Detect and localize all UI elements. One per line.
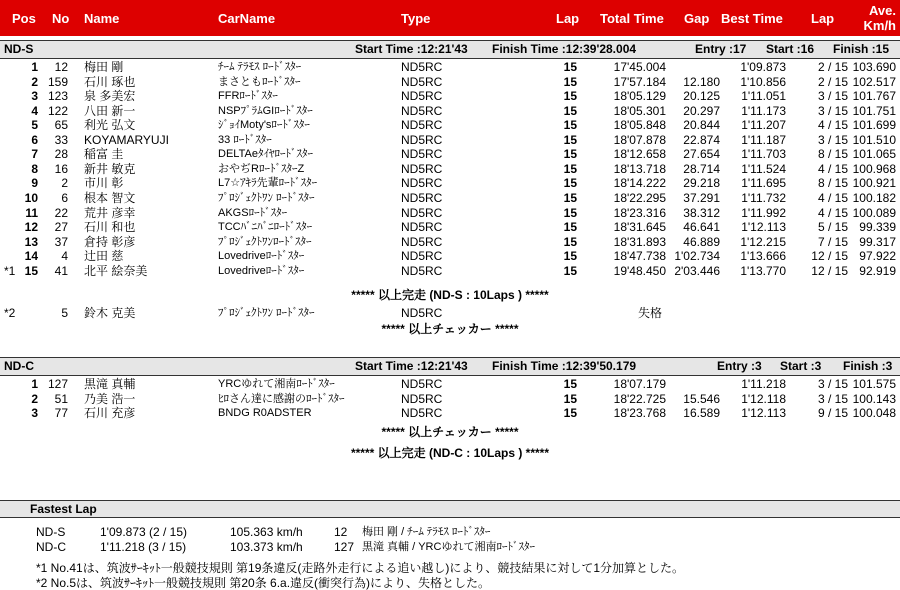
average-speed: 100.048: [852, 406, 896, 421]
lap-count: 15: [563, 205, 577, 220]
car-type: ND5RC: [401, 132, 443, 147]
position: 3: [31, 89, 38, 104]
car-type: ND5RC: [401, 205, 443, 220]
best-lap: 4 / 15: [817, 161, 848, 176]
car-type: ND5RC: [401, 60, 443, 74]
best-lap: 12 / 15: [811, 263, 848, 278]
total-time: 18'05.848: [613, 118, 666, 133]
driver-name: 根本 智文: [84, 190, 136, 205]
result-row: [0, 104, 900, 118]
car-name: YRCゆれて湘南ﾛｰﾄﾞｽﾀｰ: [218, 378, 335, 390]
car-number: 127: [47, 377, 68, 391]
average-speed: 100.182: [852, 190, 896, 205]
fastest-car-number: 12: [334, 525, 348, 539]
driver-name: 北平 絵奈美: [84, 263, 148, 278]
nds-start-count: Start :16: [766, 42, 815, 56]
gap: 29.218: [683, 176, 720, 191]
car-number: 159: [47, 74, 68, 89]
best-time: 1'11.703: [741, 147, 786, 162]
nds-start-time: Start Time :12:21'43: [355, 42, 468, 56]
average-speed: 100.921: [852, 176, 896, 191]
gap: 46.641: [683, 220, 720, 235]
position: 2: [31, 391, 38, 406]
best-time: 1'11.187: [741, 132, 786, 147]
ndc-complete-line: ***** 以上完走 (ND-C : 10Laps ) *****: [350, 446, 550, 460]
car-number: 123: [47, 89, 68, 104]
car-type: ND5RC: [401, 263, 443, 278]
best-time: 1'11.051: [741, 89, 786, 104]
best-time: 1'09.873: [740, 60, 786, 74]
best-lap: 7 / 15: [817, 234, 848, 249]
result-row: [0, 147, 900, 161]
nds-complete-line: ***** 以上完走 (ND-S : 10Laps ) *****: [351, 288, 549, 302]
car-type: ND5RC: [401, 220, 443, 235]
car-type: ND5RC: [401, 176, 443, 191]
car-number: 65: [54, 118, 68, 133]
driver-name: KOYAMARYUJI: [84, 132, 169, 147]
average-speed: 92.919: [859, 263, 896, 278]
car-name: まさともﾛｰﾄﾞｽﾀｰ: [218, 75, 301, 88]
result-row: [0, 118, 900, 132]
car-name: ﾁｰﾑ ﾃﾗﾓｽ ﾛｰﾄﾞｽﾀｰ: [218, 61, 302, 73]
result-row: [0, 264, 900, 278]
nds-dsq-row: [0, 306, 900, 320]
car-name: FFRﾛｰﾄﾞｽﾀｰ: [218, 90, 278, 103]
fastest-lap-header: [0, 500, 900, 518]
driver-name: 乃美 浩一: [84, 391, 136, 406]
car-type: ND5RC: [401, 406, 443, 421]
average-speed: 101.065: [852, 147, 896, 162]
result-row: [0, 162, 900, 176]
best-lap: 3 / 15: [817, 103, 848, 118]
car-name: Lovedriveﾛｰﾄﾞｽﾀｰ: [218, 250, 305, 263]
col-best-time: Best Time: [721, 11, 783, 26]
dsq-status: 失格: [638, 306, 663, 320]
position: 14: [24, 249, 38, 264]
lap-count: 15: [563, 74, 577, 89]
car-type: ND5RC: [401, 118, 443, 133]
car-name: AKGSﾛｰﾄﾞｽﾀｰ: [218, 206, 288, 219]
lap-count: 15: [563, 89, 577, 104]
total-time: 17'45.004: [613, 60, 666, 74]
best-time: 1'13.770: [740, 263, 786, 278]
gap: 28.714: [683, 161, 720, 176]
fastest-time: 1'09.873 (2 / 15): [100, 525, 188, 539]
position: 15: [24, 263, 38, 278]
result-row: [0, 249, 900, 263]
best-time: 1'11.732: [741, 190, 786, 205]
car-number: 33: [54, 132, 68, 147]
driver-name: 八田 新一: [84, 103, 136, 118]
car-number: 6: [61, 190, 68, 205]
best-lap: 8 / 15: [817, 147, 848, 162]
driver-name: 梅田 剛: [84, 60, 124, 74]
result-row: [0, 220, 900, 234]
lap-count: 15: [563, 176, 577, 191]
result-row: [0, 60, 900, 74]
total-time: 18'31.645: [613, 220, 666, 235]
total-time: 18'22.725: [613, 391, 666, 406]
total-time: 18'47.738: [613, 249, 666, 264]
average-speed: 97.922: [859, 249, 896, 264]
average-speed: 101.510: [852, 132, 896, 147]
best-lap: 4 / 15: [817, 190, 848, 205]
ndc-start-time: Start Time :12:21'43: [355, 359, 468, 373]
col-pos: Pos: [12, 11, 36, 26]
column-header-bar: [0, 0, 900, 36]
car-name: BNDG R0ADSTER: [218, 407, 312, 420]
position: 8: [31, 161, 38, 176]
lap-count: 15: [563, 147, 577, 162]
average-speed: 99.339: [859, 220, 896, 235]
lap-count: 15: [563, 234, 577, 249]
fastest-lap-title: Fastest Lap: [30, 502, 97, 516]
col-gap: Gap: [684, 11, 710, 26]
nds-entry: Entry :17: [695, 42, 747, 56]
car-name: おやぢRﾛｰﾄﾞｽﾀｰZ: [218, 162, 305, 175]
total-time: 17'57.184: [613, 74, 666, 89]
fastest-time: 1'11.218 (3 / 15): [100, 540, 187, 554]
total-time: 18'31.893: [613, 234, 666, 249]
total-time: 18'23.768: [613, 406, 666, 421]
position: 2: [31, 74, 38, 89]
gap: 27.654: [683, 147, 720, 162]
gap: 46.889: [683, 234, 720, 249]
gap: 22.874: [683, 132, 720, 147]
col-lap: Lap: [556, 11, 580, 26]
position: 11: [25, 205, 38, 220]
fastest-lap-row: [0, 525, 900, 539]
car-name: TCCﾊﾞﾆﾊﾞﾆﾛｰﾄﾞｽﾀｰ: [218, 221, 313, 234]
nds-finish-time: Finish Time :12:39'28.004: [492, 42, 637, 56]
best-lap: 3 / 15: [817, 89, 848, 104]
lap-count: 15: [563, 220, 577, 235]
best-time: 1'13.666: [740, 249, 786, 264]
ndc-start-count: Start :3: [780, 359, 822, 373]
car-type: ND5RC: [401, 249, 443, 264]
col-type: Type: [401, 11, 431, 26]
total-time: 18'05.129: [613, 89, 666, 104]
fastest-lap-row: [0, 540, 900, 554]
car-number: 5: [61, 306, 68, 320]
total-time: 18'05.301: [613, 103, 666, 118]
car-number: 12: [54, 60, 68, 74]
driver-name: 鈴木 克美: [84, 306, 136, 320]
average-speed: 101.767: [852, 89, 896, 104]
car-type: ND5RC: [401, 74, 443, 89]
best-time: 1'11.992: [741, 205, 786, 220]
nds-finish-count: Finish :15: [833, 42, 890, 56]
car-name: ﾌﾟﾛｼﾞｪｸﾄﾜﾝ ﾛｰﾄﾞｽﾀｰ: [218, 191, 315, 204]
fastest-car-number: 127: [334, 540, 355, 554]
result-row: [0, 89, 900, 103]
position: 9: [31, 176, 38, 191]
gap: 2'03.446: [674, 263, 720, 278]
average-speed: 101.699: [852, 118, 896, 133]
car-number: 2: [61, 176, 68, 191]
note-mark: *2: [4, 306, 16, 320]
best-lap: 2 / 15: [817, 60, 848, 74]
best-time: 1'12.113: [741, 220, 786, 235]
fastest-class: ND-S: [36, 525, 66, 539]
position: 13: [24, 234, 38, 249]
driver-name: 荒井 彦幸: [84, 205, 136, 220]
result-row: [0, 377, 900, 391]
col-ave-label: Ave.: [869, 3, 896, 18]
best-time: 1'11.218: [741, 377, 786, 391]
result-row: [0, 392, 900, 406]
lap-count: 15: [563, 406, 577, 421]
car-number: 51: [54, 391, 68, 406]
car-type: ND5RC: [401, 190, 443, 205]
gap: 12.180: [683, 74, 720, 89]
average-speed: 100.143: [852, 391, 896, 406]
best-time: 1'12.118: [741, 391, 786, 406]
best-time: 1'12.215: [740, 234, 786, 249]
driver-name: 倉持 彰彦: [84, 234, 136, 249]
car-number: 16: [54, 161, 68, 176]
fastest-class: ND-C: [36, 540, 66, 554]
position: 7: [31, 147, 38, 162]
col-no: No: [52, 11, 70, 26]
nds-section-header: [0, 40, 900, 59]
col-ave-unit: Km/h: [863, 18, 896, 33]
ndc-checker-line: ***** 以上チェッカー *****: [381, 425, 519, 439]
result-row: [0, 235, 900, 249]
car-type: ND5RC: [401, 391, 443, 406]
best-time: 1'11.524: [741, 161, 786, 176]
driver-name: 石川 琢也: [84, 74, 136, 89]
car-number: 28: [54, 147, 68, 162]
car-name: L7☆ｱｷﾗ先輩ﾛｰﾄﾞｽﾀｰ: [218, 177, 318, 190]
gap: 1'02.734: [674, 249, 720, 264]
best-lap: 3 / 15: [817, 391, 848, 406]
car-number: 22: [54, 205, 68, 220]
position: 4: [31, 103, 38, 118]
fastest-speed: 105.363 km/h: [230, 525, 303, 539]
car-name: NSPﾌﾟﾗﾑGIﾛｰﾄﾞｽﾀｰ: [218, 104, 313, 117]
col-total-time: Total Time: [600, 11, 664, 26]
footnote-1: *1 No.41は、筑波ｻｰｷｯﾄ一般競技規則 第19条違反(走路外走行による追い越し)により、競技結果に対して1分加算とした。: [36, 561, 685, 575]
average-speed: 100.089: [852, 205, 896, 220]
ndc-class: ND-C: [4, 359, 34, 373]
car-name: DELTAeﾀｲﾔﾛｰﾄﾞｽﾀｰ: [218, 148, 313, 161]
lap-count: 15: [563, 249, 577, 264]
lap-count: 15: [563, 60, 577, 74]
car-number: 4: [61, 249, 68, 264]
total-time: 18'13.718: [613, 161, 666, 176]
best-lap: 9 / 15: [817, 406, 848, 421]
best-time: 1'11.207: [741, 118, 786, 133]
driver-name: 稲富 圭: [84, 147, 124, 162]
best-lap: 5 / 15: [817, 220, 848, 235]
driver-name: 泉 多美宏: [84, 89, 136, 104]
lap-count: 15: [563, 161, 577, 176]
average-speed: 99.317: [859, 234, 896, 249]
car-type: ND5RC: [401, 377, 443, 391]
driver-name: 新井 敏克: [84, 161, 136, 176]
ndc-finish-time: Finish Time :12:39'50.179: [492, 359, 637, 373]
best-lap: 3 / 15: [817, 132, 848, 147]
best-lap: 8 / 15: [817, 176, 848, 191]
total-time: 18'07.878: [613, 132, 666, 147]
driver-name: 市川 彰: [84, 176, 124, 191]
average-speed: 102.517: [852, 74, 896, 89]
best-lap: 3 / 15: [817, 377, 848, 391]
driver-name: 辻田 慈: [84, 249, 124, 264]
best-lap: 12 / 15: [811, 249, 848, 264]
col-carname: CarName: [218, 11, 276, 26]
result-row: [0, 75, 900, 89]
gap: 38.312: [683, 205, 720, 220]
total-time: 18'07.179: [613, 377, 666, 391]
ndc-entry: Entry :3: [717, 359, 762, 373]
car-type: ND5RC: [401, 103, 443, 118]
best-time: 1'11.695: [741, 176, 786, 191]
lap-count: 15: [563, 377, 577, 391]
position: 5: [31, 118, 38, 133]
car-name: Lovedriveﾛｰﾄﾞｽﾀｰ: [218, 264, 305, 277]
total-time: 18'23.316: [613, 205, 666, 220]
car-type: ND5RC: [401, 161, 443, 176]
position: 1: [31, 60, 38, 74]
car-number: 122: [47, 103, 68, 118]
driver-name: 石川 充彦: [84, 406, 136, 421]
average-speed: 101.575: [852, 377, 896, 391]
fastest-speed: 103.373 km/h: [230, 540, 303, 554]
result-row: [0, 406, 900, 420]
car-type: ND5RC: [401, 89, 443, 104]
position: 12: [24, 220, 38, 235]
car-number: 41: [54, 263, 68, 278]
col-ave: [856, 3, 896, 33]
position: 10: [24, 190, 38, 205]
fastest-driver: 黒滝 真輔 / YRCゆれて湘南ﾛｰﾄﾞｽﾀｰ: [362, 541, 535, 553]
position: 1: [31, 377, 38, 391]
car-name: 33 ﾛｰﾄﾞｽﾀｰ: [218, 133, 272, 146]
average-speed: 103.690: [852, 60, 896, 74]
gap: 20.844: [683, 118, 720, 133]
lap-count: 15: [563, 263, 577, 278]
ndc-section-header: [0, 357, 900, 376]
col-best-lap: Lap: [811, 11, 835, 26]
lap-count: 15: [563, 391, 577, 406]
driver-name: 利光 弘文: [84, 118, 136, 133]
car-name: ｼﾞｮｲMoty'sﾛｰﾄﾞｽﾀｰ: [218, 119, 310, 132]
result-row: [0, 176, 900, 190]
result-row: [0, 191, 900, 205]
result-row: [0, 206, 900, 220]
fastest-driver: 梅田 剛 / ﾁｰﾑ ﾃﾗﾓｽ ﾛｰﾄﾞｽﾀｰ: [362, 526, 491, 538]
lap-count: 15: [563, 118, 577, 133]
gap: 37.291: [683, 190, 720, 205]
total-time: 18'14.222: [613, 176, 666, 191]
gap: 16.589: [683, 406, 720, 421]
best-time: 1'10.856: [740, 74, 786, 89]
average-speed: 101.751: [852, 103, 896, 118]
car-name: ﾌﾟﾛｼﾞｪｸﾄﾜﾝﾛｰﾄﾞｽﾀｰ: [218, 235, 312, 248]
car-name: ﾌﾟﾛｼﾞｪｸﾄﾜﾝ ﾛｰﾄﾞｽﾀｰ: [218, 307, 315, 319]
driver-name: 黒滝 真輔: [84, 377, 136, 391]
col-name: Name: [84, 11, 120, 26]
ndc-finish-count: Finish :3: [843, 359, 893, 373]
car-number: 27: [54, 220, 68, 235]
car-type: ND5RC: [401, 306, 443, 320]
total-time: 18'12.658: [613, 147, 666, 162]
result-row: [0, 133, 900, 147]
driver-name: 石川 和也: [84, 220, 136, 235]
best-lap: 4 / 15: [817, 118, 848, 133]
gap: 20.125: [683, 89, 720, 104]
note-mark: *1: [4, 263, 16, 278]
position: 6: [31, 132, 38, 147]
lap-count: 15: [563, 132, 577, 147]
car-name: ﾋﾛさん達に感謝のﾛｰﾄﾞｽﾀｰ: [218, 392, 345, 405]
car-number: 77: [54, 406, 68, 421]
lap-count: 15: [563, 190, 577, 205]
total-time: 19'48.450: [613, 263, 666, 278]
best-lap: 2 / 15: [817, 74, 848, 89]
nds-class: ND-S: [4, 42, 34, 56]
nds-checker-line: ***** 以上チェッカー *****: [381, 322, 519, 336]
footnote-2: *2 No.5は、筑波ｻｰｷｯﾄ一般競技規則 第20条 6.a.違反(衝突行為)により、失格とした。: [36, 576, 491, 590]
position: 3: [31, 406, 38, 421]
best-time: 1'11.173: [741, 103, 786, 118]
car-number: 37: [54, 234, 68, 249]
best-lap: 4 / 15: [817, 205, 848, 220]
best-time: 1'12.113: [741, 406, 786, 421]
gap: 15.546: [683, 391, 720, 406]
average-speed: 100.968: [852, 161, 896, 176]
lap-count: 15: [563, 103, 577, 118]
car-type: ND5RC: [401, 234, 443, 249]
gap: 20.297: [683, 103, 720, 118]
car-type: ND5RC: [401, 147, 443, 162]
total-time: 18'22.295: [613, 190, 666, 205]
